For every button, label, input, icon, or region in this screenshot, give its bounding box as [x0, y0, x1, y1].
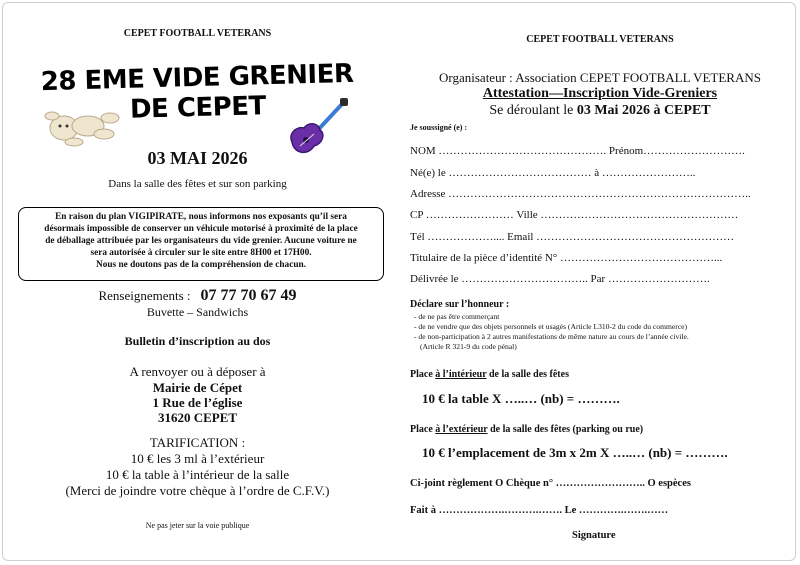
held-prefix: Se déroulant le	[489, 103, 577, 118]
outside-prefix: Place	[410, 424, 436, 435]
payment-line[interactable]: Ci-joint règlement O Chèque n° …………………….. O espèces	[410, 478, 691, 489]
pricing-title: TARIFICATION :	[149, 435, 246, 450]
held-date: 03 Mai 2026 à CEPET	[576, 103, 711, 118]
field-delivered[interactable]: Délivrée le …………………………….. Par ……………………….	[410, 273, 710, 285]
declaration-item: (Article R 321-9 du code pénal)	[420, 342, 517, 351]
stuffed-toy-icon	[44, 106, 122, 148]
undersigned: Je soussigné (e) :	[410, 123, 468, 132]
inside-suffix: de la salle des fêtes	[486, 369, 569, 380]
field-address[interactable]: Adresse ………………………………………………………………………..	[410, 188, 751, 200]
form-club-name: CEPET FOOTBALL VETERANS	[526, 34, 674, 45]
notice-line: sera autorisée à circuler sur le site entre 8H00 et 17H00.	[90, 248, 312, 258]
inside-emphasis: à l’intérieur	[435, 369, 487, 380]
outside-label	[410, 424, 643, 435]
left-flyer	[0, 0, 395, 565]
phone-number: 07 77 70 67 49	[200, 287, 297, 304]
field-birth[interactable]: Né(e) le ………………………………… à ……………………..	[410, 167, 696, 179]
bulletin-note: Bulletin d’inscription au dos	[124, 334, 271, 348]
info-label: Renseignements :	[98, 288, 191, 303]
registration-form	[400, 0, 800, 565]
address-line: 1 Rue de l’église	[152, 395, 243, 410]
inside-prefix: Place	[410, 369, 436, 380]
field-id-number[interactable]: Titulaire de la pièce d’identité N° ……………………………………...	[410, 252, 723, 264]
price-inside: 10 € la table à l’intérieur de la salle	[105, 467, 290, 482]
event-date: 03 MAI 2026	[147, 148, 248, 168]
outside-emphasis: à l’extérieur	[435, 424, 488, 435]
address-line: 31620 CEPET	[157, 410, 238, 425]
cheque-note: (Merci de joindre votre chèque à l’ordre de C.F.V.)	[65, 483, 330, 498]
held-line	[400, 103, 800, 119]
event-title-line1: 28 EME VIDE GRENIER	[40, 58, 354, 98]
declaration-item: - de ne vendre que des objets personnels et usagés (Article L310-2 du code du commerce)	[414, 322, 688, 331]
outside-suffix: de la salle des fêtes (parking ou rue)	[487, 424, 644, 435]
club-name: CEPET FOOTBALL VETERANS	[123, 28, 272, 39]
info-line	[0, 287, 395, 305]
organizer: Organisateur : Association CEPET FOOTBALL VETERANS	[439, 70, 761, 85]
notice-line: désormais impossible de conserver un véhicule motorisé à proximité de la place	[44, 224, 358, 234]
event-title-line2: DE CEPET	[129, 91, 267, 125]
refreshments: Buvette – Sandwichs	[146, 305, 249, 319]
declare-title: Déclare sur l’honneur :	[410, 299, 510, 310]
declaration-item: - de non-participation à 2 autres manifestations de même nature au cours de l’année civile.	[414, 332, 689, 341]
inside-price[interactable]: 10 € la table X …..… (nb) = ……….	[422, 391, 620, 406]
field-tel-email[interactable]: Tél ……………….... Email ………………………………………………	[410, 231, 735, 243]
notice-line: Nous ne doutons pas de la compréhension de chacun.	[96, 260, 306, 270]
notice-line: En raison du plan VIGIPIRATE, nous informons nos exposants qu’il sera	[55, 212, 347, 222]
address-line: Mairie de Cépet	[152, 380, 243, 395]
field-cp-ville[interactable]: CP …………………… Ville ………………………………………………	[410, 209, 739, 221]
declarations	[414, 312, 689, 352]
signature-label: Signature	[572, 530, 616, 541]
done-at-line[interactable]: Fait à ……………….……….……. Le ………….…….……	[410, 505, 669, 516]
price-outside: 10 € les 3 ml à l’extérieur	[130, 451, 265, 466]
footer-note: Ne pas jeter sur la voie publique	[145, 521, 250, 530]
attestation-title: Attestation—Inscription Vide-Greniers	[482, 86, 718, 101]
notice-line: de déballage attribuée par les organisateurs du vide grenier. Aucune voiture ne	[45, 236, 357, 246]
event-location: Dans la salle des fêtes et sur son parking	[108, 178, 287, 190]
return-label: A renvoyer ou à déposer à	[129, 364, 266, 379]
vigipirate-notice	[18, 207, 384, 281]
inside-label	[410, 369, 569, 380]
outside-price[interactable]: 10 € l’emplacement de 3m x 2m X …..… (nb) = ……….	[422, 445, 728, 460]
field-nom[interactable]: NOM ………………………………………. Prénom……………………….	[410, 145, 745, 157]
declaration-item: - de ne pas être commerçant	[414, 312, 500, 321]
